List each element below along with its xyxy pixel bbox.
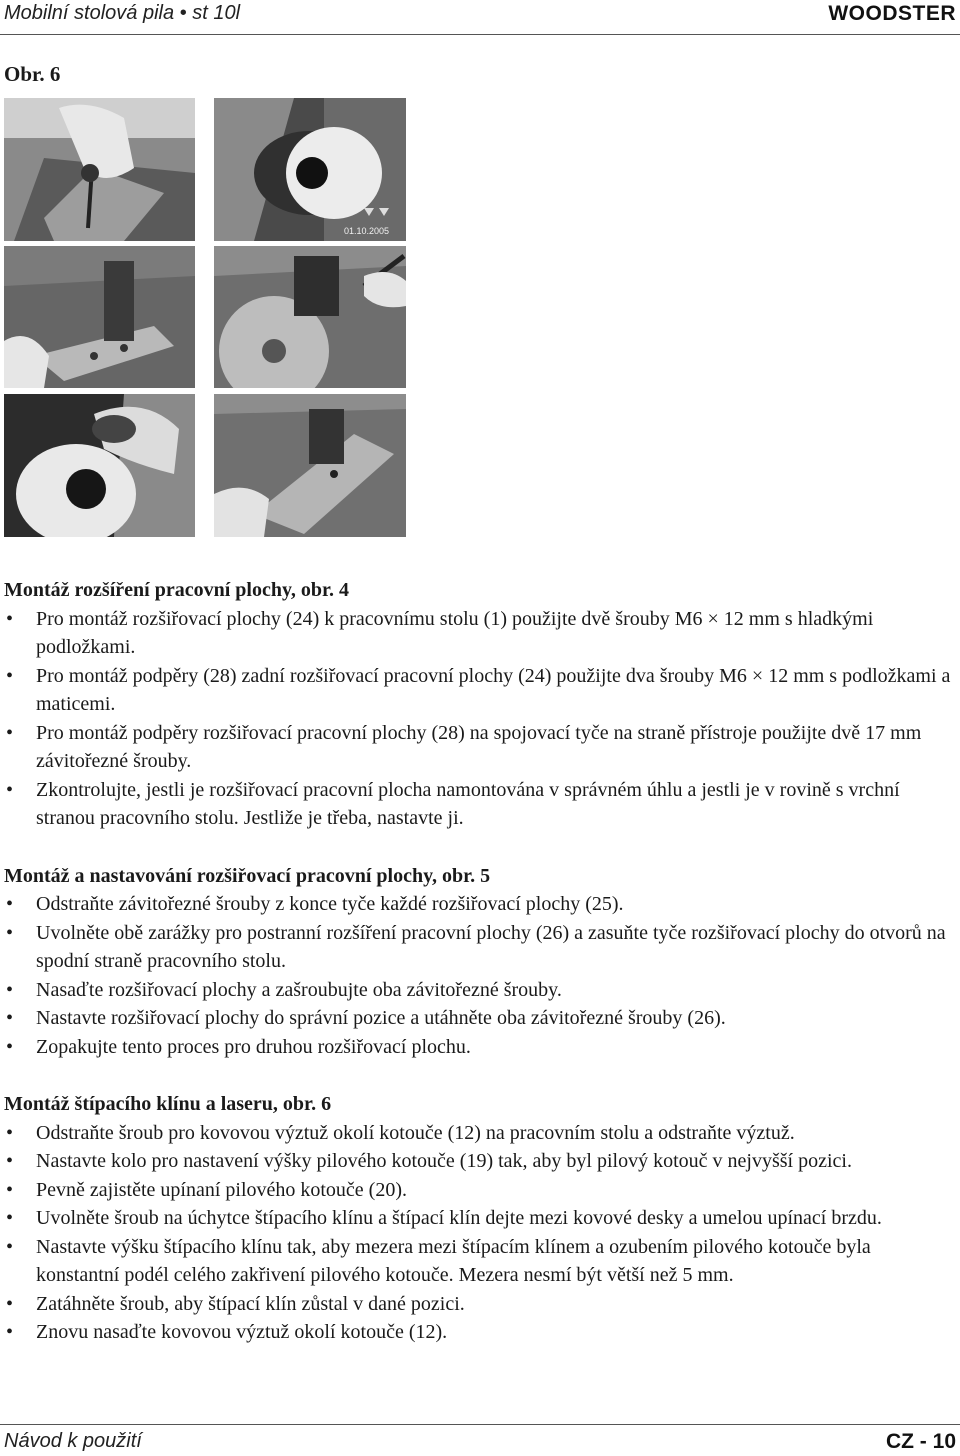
- instructions-content: [4, 576, 956, 1376]
- bullet-list: [4, 1119, 956, 1347]
- list-item: • Odstraňte závitořezné šrouby z konce tyče každé rozšiřovací plochy (25).: [4, 890, 956, 919]
- list-item: • Zatáhněte šroub, aby štípací klín zůstal v dané pozici.: [4, 1290, 956, 1319]
- list-item: • Nastavte výšku štípacího klínu tak, aby mezera mezi štípacím klínem a ozubením pilového kotouče byla konstantní podél celého zakřivení pilového kotouče. Mezera nesmí být větší než 5 mm.: [4, 1233, 956, 1290]
- photo-blade-riving-knife: [214, 246, 406, 388]
- brand-logo: WOODSTER: [828, 2, 956, 25]
- header-divider: [0, 34, 960, 35]
- manual-title: Mobilní stolová pila • st 10l: [4, 2, 241, 24]
- section-title: Montáž štípacího klínu a laseru, obr. 6: [4, 1093, 332, 1115]
- section-extension-adjusting: [4, 862, 956, 1062]
- photo-blade-cover-hand: [214, 394, 406, 537]
- list-item: • Nastavte rozšiřovací plochy do správní pozice a utáhněte oba závitořezné šrouby (26).: [4, 1004, 956, 1033]
- bullet-list: [4, 890, 956, 1061]
- figure-label: Obr. 6: [4, 62, 61, 86]
- list-item: • Nastavte kolo pro nastavení výšky pilového kotouče (19) tak, aby byl pilový kotouč v nejvyšší pozici.: [4, 1147, 956, 1176]
- section-riving-knife-laser: [4, 1090, 956, 1347]
- list-item: • Zopakujte tento proces pro druhou rozšiřovací plochu.: [4, 1033, 956, 1062]
- photo-knob-hand: [4, 394, 195, 537]
- list-item: • Pro montáž rozšiřovací plochy (24) k pracovnímu stolu (1) použijte dvě šrouby M6 × 12 mm s hladkými podložkami.: [4, 605, 956, 662]
- page-number: CZ - 10: [885, 1430, 956, 1453]
- page-header: [4, 0, 956, 34]
- footer-manual-label: Návod k použití: [4, 1430, 142, 1452]
- photo-knob-closeup: [214, 98, 406, 241]
- photo-date-stamp: 01.10.2005: [344, 226, 390, 236]
- photo-screwdriver-plate: [4, 98, 195, 241]
- list-item: • Uvolněte šroub na úchytce štípacího klínu a štípací klín dejte mezi kovové desky a umelou upínací brzdu.: [4, 1204, 956, 1233]
- list-item: • Znovu nasaďte kovovou výztuž okolí kotouče (12).: [4, 1318, 956, 1347]
- list-item: • Zkontrolujte, jestli je rozšiřovací pracovní plocha namontována v správném úhlu a jestli je v rovině s vrchní stranou pracovního stolu. Jestliže je třeba, nastavte ji.: [4, 776, 956, 833]
- section-title: Montáž rozšíření pracovní plochy, obr. 4: [4, 579, 349, 601]
- section-title: Montáž a nastavování rozšiřovací pracovní plochy, obr. 5: [4, 864, 491, 887]
- list-item: • Odstraňte šroub pro kovovou výztuž okolí kotouče (12) na pracovním stolu a odstraňte výztuž.: [4, 1119, 956, 1148]
- list-item: • Pro montáž podpěry (28) zadní rozšiřovací pracovní plochy (24) použijte dva šrouby M6 × 12 mm s podložkami a maticemi.: [4, 662, 956, 719]
- photo-riving-knife-plate: [4, 246, 195, 388]
- list-item: • Uvolněte obě zarážky pro postranní rozšíření pracovní plochy (26) a zasuňte tyče rozšiřovací plochy do otvorů na spodní straně pracovního stolu.: [4, 919, 956, 976]
- section-extension-mounting: [4, 576, 956, 833]
- list-item: • Nasaďte rozšiřovací plochy a zašroubujte oba závitořezné šrouby.: [4, 976, 956, 1005]
- list-item: • Pevně zajistěte upínaní pilového kotouče (20).: [4, 1176, 956, 1205]
- bullet-list: [4, 605, 956, 833]
- list-item: • Pro montáž podpěry rozšiřovací pracovní plochy (28) na spojovací tyče na straně přístroje použijte dvě 17 mm závitořezné šrouby.: [4, 719, 956, 776]
- footer-divider: [0, 1424, 960, 1425]
